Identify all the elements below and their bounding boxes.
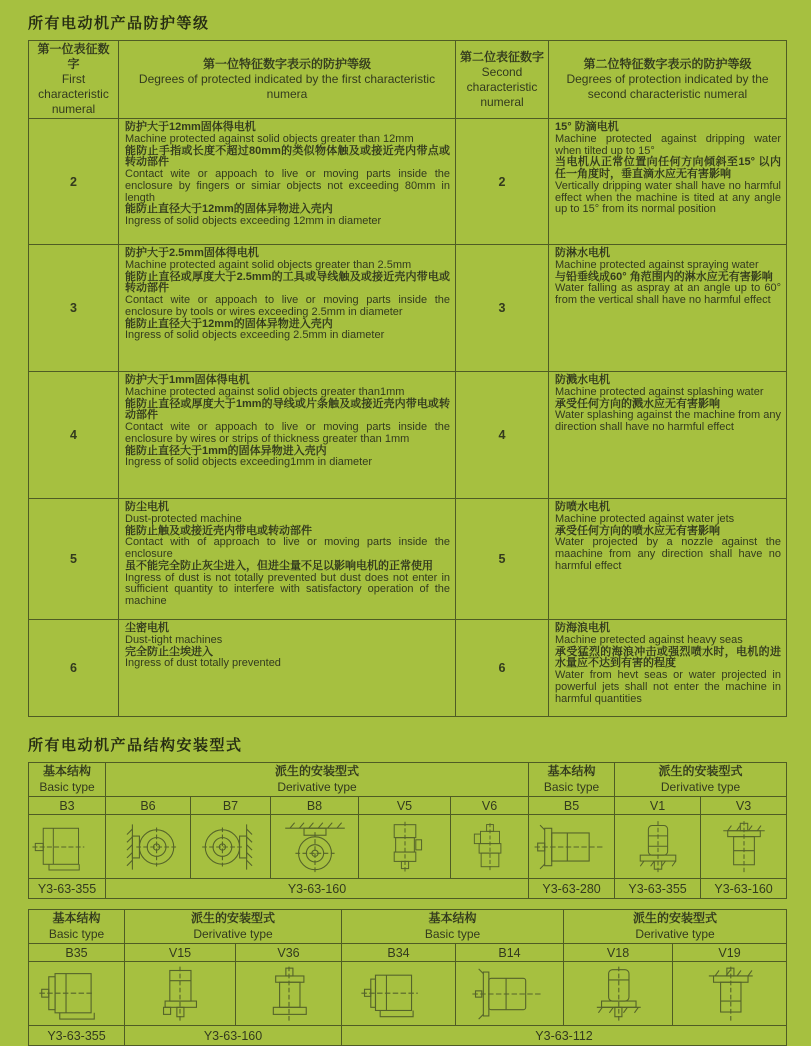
description-line-zh: 能防止直径或厚度大于1mm的导线或片条触及或接近壳内带电或转动部件: [125, 397, 450, 422]
description-line-en: Dust-protected machine: [125, 512, 242, 525]
second-numeral-cell: 3: [456, 245, 549, 372]
description-line-en: Water falling as aspray at an angle up to 60° from the vertical shall have no harmful effect: [555, 282, 781, 307]
motor-mount-diagram-v36: [249, 965, 329, 1023]
ip-row-5: [29, 499, 787, 620]
second-numeral-cell: 6: [456, 620, 549, 717]
ip-row-4: [29, 372, 787, 499]
spacer: [28, 717, 786, 730]
description-line-zh: 15° 防滴电机: [555, 121, 619, 133]
frame-range-label: Y3-63-112: [342, 1026, 787, 1046]
ip-row-6: [29, 620, 787, 717]
description-line-en: Ingress of solid objects exceeding 12mm in diameter: [125, 215, 382, 228]
mount-code-v15: V15: [125, 944, 236, 962]
mount1-code-row: [29, 797, 787, 815]
first-degree-description: [119, 499, 456, 620]
frame-range-label: Y3-63-355: [29, 879, 106, 899]
frame-range-label: Y3-63-160: [106, 879, 529, 899]
first-numeral-cell: 5: [29, 499, 119, 620]
header-second-numeral: 第二位表征数字 Second characteristic numeral: [456, 41, 549, 119]
description-line-zh: 防喷水电机: [555, 501, 610, 513]
description-line-en: Water from hevt seas or water projected in powerful jets shall not enter the machine in harmful quantities: [555, 669, 781, 705]
group-derivative-type: 派生的安装型式 Derivative type: [125, 910, 342, 944]
mount-code-v3: V3: [701, 797, 787, 815]
section1-title: 所有电动机产品防护等级: [28, 15, 210, 32]
group-basic-type: 基本结构 Basic type: [529, 763, 615, 797]
first-numeral-cell: 6: [29, 620, 119, 717]
description-line-en: Machine protected against spraying water: [555, 258, 759, 271]
motor-mount-diagram-v3: [707, 818, 781, 876]
mount-code-b8: B8: [271, 797, 359, 815]
second-numeral-cell: 5: [456, 499, 549, 620]
description-line-zh: 当电机从正常位置向任何方向倾斜至15° 以内任一角度时，垂直滴水应无有害影响: [555, 156, 781, 181]
second-degree-description: [549, 245, 787, 372]
frame-range-label: Y3-63-280: [529, 879, 615, 899]
description-line-en: Machine protected against splashing water: [555, 385, 764, 398]
spacer: [28, 899, 786, 909]
mounting-table-2: [28, 909, 787, 1046]
motor-mount-diagram-v1: [621, 818, 695, 876]
frame-range-label: Y3-63-355: [615, 879, 701, 899]
mount-code-v19: V19: [673, 944, 787, 962]
description-line-en: Machine protected against solid objects greater than 12mm: [125, 132, 414, 145]
description-line-zh: 防护大于2.5mm固体得电机: [125, 247, 259, 259]
motor-mount-diagram-b35: [34, 965, 120, 1023]
motor-mount-diagram-v15: [138, 965, 222, 1023]
mount-code-v5: V5: [359, 797, 451, 815]
motor-mount-diagram-b7: [192, 818, 270, 876]
first-degree-description: [119, 245, 456, 372]
group-derivative-type: 派生的安装型式 Derivative type: [564, 910, 787, 944]
frame-range-label: Y3-63-355: [29, 1026, 125, 1046]
description-line-en: Ingress of solid objects exceeding 2.5mm in diameter: [125, 329, 385, 342]
mounting-table-1: [28, 762, 787, 899]
mount2-frame-row: [29, 1026, 787, 1046]
description-line-en: Ingress of dust totally prevented: [125, 657, 281, 670]
description-line-en: Ingress of dust is not totally prevented but dust does not enter in sufficient quantity to interfere with satisfactory operation of the machine: [125, 571, 450, 608]
motor-mount-diagram-b14: [468, 965, 552, 1023]
motor-mount-diagram-v5: [369, 818, 441, 876]
group-derivative-type: 派生的安装型式 Derivative type: [106, 763, 529, 797]
description-line-en: Vertically dripping water shall have no harmful effect when the machine is tited at any angle up to 15° from its normal position: [555, 179, 781, 216]
description-line-en: Machine protected against dripping water when tilted up to 15°: [555, 132, 781, 157]
description-line-en: Water projected by a nozzle against the maachine from any direction shall have no harmful effect: [555, 536, 781, 572]
mount-code-b34: B34: [342, 944, 456, 962]
header-second-degrees: 第二位特征数字表示的防护等级 Degrees of protection indicated by the second characteristic numeral: [549, 41, 787, 119]
description-line-zh: 虽不能完全防止灰尘进入，但进尘量不足以影响电机的正常使用: [125, 559, 433, 572]
motor-mount-diagram-b34: [355, 965, 443, 1023]
second-degree-description: [549, 119, 787, 245]
description-line-en: Ingress of solid objects exceeding1mm in diameter: [125, 456, 373, 469]
ip-row-2: [29, 119, 787, 245]
motor-mount-diagram-v18: [578, 965, 658, 1023]
header-first-numeral: 第一位表征数字 First characteristic numeral: [29, 41, 119, 119]
protection-table-header: [29, 41, 787, 119]
description-line-en: Contact wite or appoach to live or moving parts inside the enclosure by fingers or simiar objects not exceeding 80mm in length: [125, 168, 450, 204]
description-line-zh: 承受猛烈的海浪冲击或强烈喷水时，电机的进水量应不达到有害的程度: [555, 645, 781, 670]
mount2-code-row: [29, 944, 787, 962]
second-numeral-cell: 4: [456, 372, 549, 499]
description-line-zh: 防海浪电机: [555, 622, 610, 634]
protection-degree-table: [28, 40, 787, 717]
mount1-diagram-row: [29, 815, 787, 879]
description-line-en: Machine protected against solid objects greater than1mm: [125, 385, 405, 398]
description-line-zh: 承受任何方向的喷水应无有害影响: [555, 524, 720, 537]
description-line-zh: 能防止触及或接近壳内带电或转动部件: [125, 524, 312, 537]
mount2-group-header: [29, 910, 787, 944]
group-basic-type: 基本结构 Basic type: [342, 910, 564, 944]
mount-code-b3: B3: [29, 797, 106, 815]
description-line-en: Machine protected against water jets: [555, 512, 735, 525]
section2-title: 所有电动机产品结构安装型式: [28, 737, 243, 754]
description-line-en: Contact wite or appoach to live or moving parts inside the enclosure by tools or wires exceeding 2.5mm in diameter: [125, 294, 450, 318]
mount-code-v1: V1: [615, 797, 701, 815]
description-line-en: Machine pretected against heavy seas: [555, 633, 743, 646]
description-line-en: Dust-tight machines: [125, 633, 223, 646]
description-line-en: Contact wite or appoach to live or moving parts inside the enclosure by wires or strips of thickness greater than 1mm: [125, 421, 450, 445]
mount-code-b35: B35: [29, 944, 125, 962]
second-degree-description: [549, 620, 787, 717]
description-line-zh: 尘密电机: [125, 622, 169, 634]
motor-mount-diagram-v6: [456, 818, 524, 876]
mount-code-v36: V36: [236, 944, 342, 962]
first-numeral-cell: 3: [29, 245, 119, 372]
group-basic-type: 基本结构 Basic type: [29, 910, 125, 944]
header-first-degrees: 第一位特征数字表示的防护等级 Degrees of protected indicated by the first characteristic numera: [119, 41, 456, 119]
frame-range-label: Y3-63-160: [701, 879, 787, 899]
motor-mount-diagram-b5: [533, 818, 611, 876]
motor-mount-diagram-b8: [275, 818, 355, 876]
mount1-frame-row: [29, 879, 787, 899]
description-line-en: Contact with of approach to live or moving parts inside the enclosure: [125, 536, 450, 561]
description-line-zh: 防尘电机: [125, 501, 169, 513]
description-line-zh: 防淋水电机: [555, 247, 610, 259]
motor-mount-diagram-b3: [31, 818, 103, 876]
first-degree-description: [119, 620, 456, 717]
description-line-zh: 能防止手指或长度不超过80mm的类似物体触及或接近壳内带点或转动部件: [125, 144, 450, 169]
description-line-en: Water splashing against the machine from any direction shall have no harmful effect: [555, 409, 781, 434]
mount-code-v6: V6: [451, 797, 529, 815]
description-line-zh: 能防止直径大于12mm的固体异物进入壳内: [125, 203, 333, 216]
ip-row-3: [29, 245, 787, 372]
group-derivative-type: 派生的安装型式 Derivative type: [615, 763, 787, 797]
description-line-zh: 与铅垂线成60° 角范围内的淋水应无有害影响: [555, 270, 773, 283]
first-degree-description: [119, 372, 456, 499]
description-line-zh: 防护大于1mm固体得电机: [125, 374, 250, 386]
mount-code-b6: B6: [106, 797, 191, 815]
frame-range-label: Y3-63-160: [125, 1026, 342, 1046]
description-line-zh: 防护大于12mm固体得电机: [125, 121, 256, 133]
second-degree-description: [549, 372, 787, 499]
mount-code-b5: B5: [529, 797, 615, 815]
description-line-zh: 能防止直径大于1mm的固体异物进入壳内: [125, 444, 327, 457]
motor-mount-diagram-v19: [690, 965, 770, 1023]
second-degree-description: [549, 499, 787, 620]
first-numeral-cell: 4: [29, 372, 119, 499]
description-line-en: Machine protected againt solid objects greater than 2.5mm: [125, 258, 412, 271]
mount2-diagram-row: [29, 962, 787, 1026]
description-line-zh: 防溅水电机: [555, 374, 610, 386]
group-basic-type: 基本结构 Basic type: [29, 763, 106, 797]
motor-mount-diagram-b6: [109, 818, 187, 876]
mount-code-b7: B7: [191, 797, 271, 815]
mount1-group-header: [29, 763, 787, 797]
mount-code-v18: V18: [564, 944, 673, 962]
second-numeral-cell: 2: [456, 119, 549, 245]
description-line-zh: 承受任何方向的溅水应无有害影响: [555, 397, 720, 410]
mount-code-b14: B14: [456, 944, 564, 962]
first-degree-description: [119, 119, 456, 245]
description-line-zh: 能防止直径或厚度大于2.5mm的工具或导线触及或接近壳内带电或转动部件: [125, 270, 450, 295]
description-line-zh: 能防止直径大于12mm的固体异物进入壳内: [125, 317, 333, 330]
first-numeral-cell: 2: [29, 119, 119, 245]
description-line-zh: 完全防止尘埃进入: [125, 645, 213, 658]
